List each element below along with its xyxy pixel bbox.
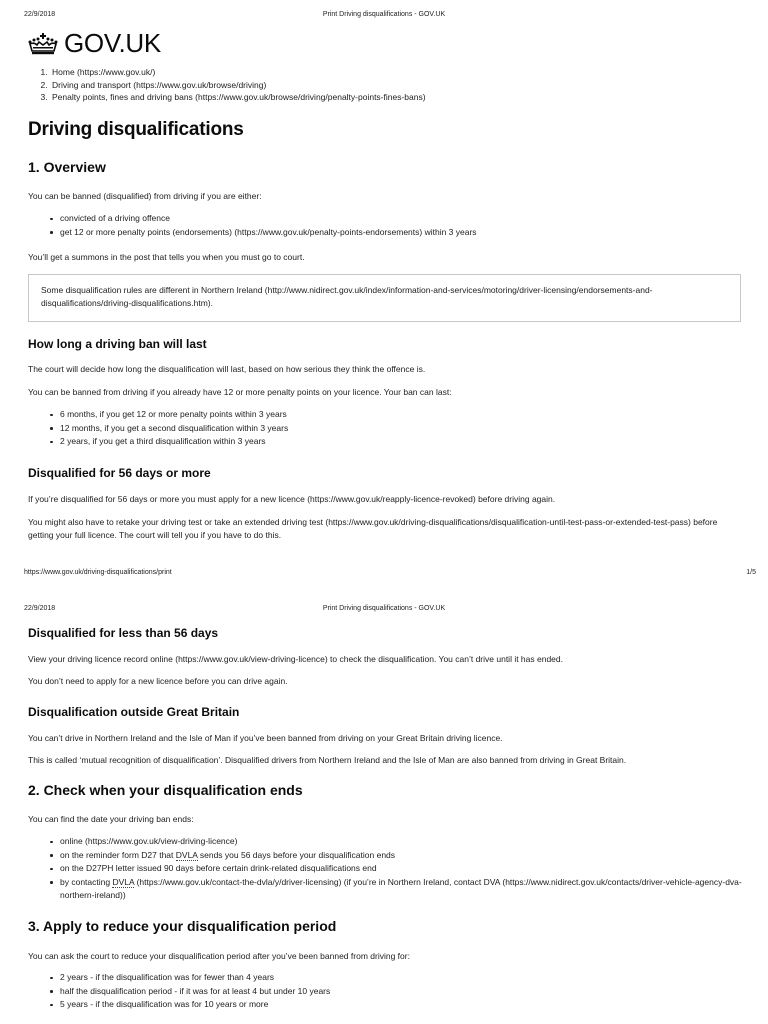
print-header-page-2	[0, 605, 768, 617]
page-title: Driving disqualifications	[28, 119, 244, 140]
breadcrumb-item-penalty-points[interactable]: 3. Penalty points, fines and driving bans (https://www.gov.uk/browse/driving/penalty-points-fines-bans)	[50, 91, 742, 104]
list-item: convicted of a driving offence	[50, 212, 742, 226]
govuk-wordmark: GOV.UK	[64, 28, 161, 58]
print-url: https://www.gov.uk/driving-disqualifications/print	[24, 569, 172, 576]
outside-gb-p2: This is called ‘mutual recognition of disqualification’. Disqualified drivers from Northern Ireland and the Isle of Man are also banned from driving in Great Britain.	[28, 755, 627, 765]
breadcrumb-item-home[interactable]: 1. Home (https://www.gov.uk/)	[50, 66, 742, 79]
print-header	[0, 11, 768, 23]
overview-list	[28, 212, 742, 239]
check-ends-list	[28, 835, 742, 903]
heading-over-56-days: Disqualified for 56 days or more	[28, 466, 211, 480]
section-heading-overview: 1. Overview	[28, 159, 106, 175]
dvla-abbr: DVLA	[112, 876, 135, 887]
breadcrumb-item-driving[interactable]: 2. Driving and transport (https://www.gov.uk/browse/driving)	[50, 79, 742, 92]
section-heading-reduce: 3. Apply to reduce your disqualification period	[28, 918, 337, 934]
print-date: 22/9/2018	[24, 605, 56, 612]
list-item[interactable]	[50, 876, 742, 903]
list-item-text: sends you 56 days before your disqualification ends	[197, 849, 396, 860]
dvla-abbr: DVLA	[175, 849, 198, 860]
list-item: on the D27PH letter issued 90 days before certain drink-related disqualifications end	[50, 862, 742, 876]
list-item[interactable]: online (https://www.gov.uk/view-driving-licence)	[50, 835, 742, 849]
page-number: 1/5	[746, 569, 756, 576]
list-item: 6 months, if you get 12 or more penalty points within 3 years	[50, 408, 742, 422]
heading-outside-gb: Disqualification outside Great Britain	[28, 705, 240, 719]
print-title: Print Driving disqualifications - GOV.UK	[322, 11, 446, 18]
check-ends-intro: You can find the date your driving ban ends:	[28, 814, 194, 824]
ban-length-list	[28, 408, 742, 449]
breadcrumb	[28, 66, 742, 104]
reduce-intro: You can ask the court to reduce your disqualification period after you’ve been banned from driving for:	[28, 951, 410, 961]
section-heading-check-ends: 2. Check when your disqualification ends	[28, 782, 303, 798]
over-56-p2[interactable]: You might also have to retake your driving test or take an extended driving test (https://www.gov.uk/driving-disqualifications/disqualification-until-test-pass-or-extended-test-pass) before getting your full licence. The court will tell you if you have to do this.	[28, 517, 718, 540]
under-56-p1[interactable]: View your driving licence record online (https://www.gov.uk/view-driving-licence) to check the disqualification. You can’t drive until it has ended.	[28, 654, 563, 664]
list-item: 2 years - if the disqualification was for fewer than 4 years	[50, 971, 742, 985]
outside-gb-p1: You can’t drive in Northern Ireland and the Isle of Man if you’ve been banned from driving on your Great Britain driving licence.	[28, 733, 503, 743]
under-56-p2: You don’t need to apply for a new licence before you can drive again.	[28, 676, 288, 686]
reduce-list	[28, 971, 742, 1012]
list-item	[50, 849, 742, 863]
govuk-logo[interactable]	[28, 28, 161, 59]
over-56-p1[interactable]: If you’re disqualified for 56 days or more you must apply for a new licence (https://www.gov.uk/reapply-licence-revoked) before driving again.	[28, 494, 556, 504]
list-item: half the disqualification period - if it was for at least 4 but under 10 years	[50, 985, 742, 999]
how-long-p2: You can be banned from driving if you already have 12 or more penalty points on your licence. Your ban can last:	[28, 387, 452, 397]
print-date: 22/9/2018	[24, 11, 56, 18]
print-title: Print Driving disqualifications - GOV.UK	[322, 605, 446, 612]
list-item-text: by contacting	[60, 876, 113, 887]
list-item[interactable]: get 12 or more penalty points (endorsements) (https://www.gov.uk/penalty-points-endorsements) within 3 years	[50, 226, 742, 240]
list-item-text[interactable]: (https://www.gov.uk/contact-the-dvla/y/driver-licensing) (if you’re in Northern Ireland, contact DVA (https://www.nidirect.gov.uk/contacts/driver-vehicle-agency-dva-northern-ireland))	[60, 876, 742, 900]
list-item: 5 years - if the disqualification was for 10 years or more	[50, 998, 742, 1012]
summons-text: You’ll get a summons in the post that tells you when you must go to court.	[28, 252, 305, 262]
heading-under-56-days: Disqualified for less than 56 days	[28, 626, 219, 640]
list-item-text: on the reminder form D27 that	[60, 849, 176, 860]
how-long-p1: The court will decide how long the disqualification will last, based on how serious they think the offence is.	[28, 364, 426, 374]
list-item: 2 years, if you get a third disqualification within 3 years	[50, 435, 742, 449]
northern-ireland-callout	[28, 274, 741, 322]
heading-how-long: How long a driving ban will last	[28, 337, 207, 351]
crown-icon	[28, 32, 58, 56]
list-item: 12 months, if you get a second disqualification within 3 years	[50, 422, 742, 436]
overview-intro: You can be banned (disqualified) from driving if you are either:	[28, 191, 262, 201]
callout-text[interactable]: Some disqualification rules are different in Northern Ireland (http://www.nidirect.gov.uk/index/information-and-services/motoring/driver-licensing/endorsements-and-disqualifications/driving-disqualifications.htm).	[41, 285, 653, 308]
